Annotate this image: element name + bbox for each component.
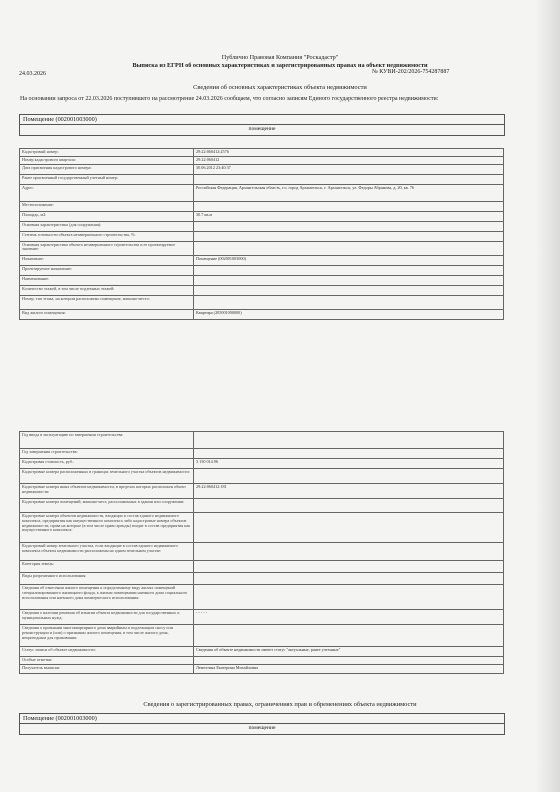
row-value [194,469,504,484]
registered-object-sub: помещение [248,725,276,731]
row-value: Лемехтина Екатерина Михайловна [194,665,504,674]
row-label: Местоположение: [20,201,194,211]
row-label: Основная характеристика (для сооружения): [20,221,194,231]
table-row [20,174,504,184]
characteristics-table-2 [19,431,504,674]
row-value [194,499,504,513]
table-row [20,231,504,241]
row-label: Кадастровые номера иных объектов недвижимости, в пределах которых расположен объект недвижимости: [20,484,194,499]
row-value [194,231,504,241]
row-label: Количество этажей, в том числе подземных этажей: [20,285,194,295]
table-row [20,585,504,610]
table-row [20,573,504,585]
table-row [20,625,504,647]
row-label: Ранее присвоенный государственный учетный номер: [20,174,194,184]
row-value [194,573,504,585]
row-label: Категория земель: [20,561,194,573]
registered-object-box [19,713,505,735]
row-label: Кадастровые номера расположенных в границах земельного участка объектов недвижимости: [20,469,194,484]
table-row [20,221,504,231]
row-value: - - - - - [194,610,504,625]
table-row [20,665,504,674]
row-value: Сведения об объекте недвижимости имеют статус "актуальные, ранее учтенные" [194,647,504,657]
row-value [194,625,504,647]
row-label: Сведения об отнесении жилого помещения к определенному виду жилых помещений специализированного жилищного фонда, к жилым помещениям наемного дома социального использования или наемного дома коммерческого использования: [20,585,194,610]
row-label: Кадастровые номера помещений, машино-мест, расположенных в здании или сооружении: [20,499,194,513]
row-label: Вид жилого помещения: [20,309,194,319]
table-row [20,201,504,211]
row-value: Квартира (205001000000) [194,309,504,319]
table-row [20,164,504,174]
row-label: Кадастровая стоимость, руб.: [20,459,194,469]
row-value: 29:22:060412 [194,156,504,164]
table-row [20,275,504,285]
table-row [20,265,504,275]
row-label: Статус записи об объекте недвижимости: [20,647,194,657]
row-value [194,449,504,459]
characteristics-table-1 [19,148,504,320]
table-row [20,561,504,573]
scan-edge-shadow [536,0,560,792]
row-label: Получатель выписки: [20,665,194,674]
row-value [194,174,504,184]
table-row [20,255,504,265]
section-title: Сведения об основных характеристиках объекта недвижимости [193,84,367,91]
table-row [20,295,504,309]
table-row [20,484,504,499]
row-label: Кадастровый номер: [20,149,194,157]
row-label: Номер, тип этажа, на котором расположено помещение, машино-место: [20,295,194,309]
row-value [194,432,504,449]
row-value: Российская Федерация, Архангельская область, г.о. город Архангельск, г. Архангельск, ул. Федоры Абрамова, д. 20, кв. 76 [194,184,504,201]
row-label: Год завершения строительства: [20,449,194,459]
table-row [20,432,504,449]
row-label: Назначение: [20,255,194,265]
row-value [194,275,504,285]
row-label: Сведения о признании многоквартирного дома аварийным и подлежащим сносу или реконструкции и (или) о признании жилого помещения, в том числе жилого дома, непригодным для проживания: [20,625,194,647]
row-label: Степень готовности объекта незавершенного строительства, %: [20,231,194,241]
row-value: 3 150 014.96 [194,459,504,469]
row-label: Площадь, м2: [20,211,194,221]
row-label: Кадастровый номер земельного участка, если входящие в состав единого недвижимого комплекса объекты недвижимости расположены на одном земельном участке: [20,543,194,561]
row-label: Особые отметки: [20,657,194,665]
row-label: Адрес: [20,184,194,201]
row-value [194,513,504,543]
row-label: Виды разрешенного использования: [20,573,194,585]
row-value: 30.7 кв.м [194,211,504,221]
table-row [20,184,504,201]
row-value [194,543,504,561]
table-row [20,241,504,255]
table-row [20,309,504,319]
document-number: № КУВИ-202/2026-754287887 [372,69,450,75]
row-value [194,295,504,309]
registered-object-label: Помещение (002001003000) [23,715,97,722]
row-value [194,285,504,295]
table-row [20,499,504,513]
row-value [194,585,504,610]
document-title: Выписка из ЕГРН об основных характеристиках и зарегистрированных правах на объект недвижимости [132,62,428,69]
row-value [194,265,504,275]
issuer-name: Публично Правовая Компания "Роскадастр" [221,54,339,61]
object-sub-label: помещение [248,126,276,132]
row-value: 29:22:060412:181 [194,484,504,499]
document-date: 24.03.2026 [19,71,46,77]
table-row [20,211,504,221]
table-row [20,513,504,543]
row-value [194,561,504,573]
table-row [20,285,504,295]
table-row [20,156,504,164]
row-value [194,657,504,665]
row-label: Наименование: [20,275,194,285]
table-row [20,610,504,625]
table-row [20,149,504,157]
registered-rights-title: Сведения о зарегистрированных правах, ограничениях прав и обременениях объекта недвижимости [143,701,417,708]
row-label: Основная характеристика объекта незавершенного строительства и ее проектируемое значение: [20,241,194,255]
table-row [20,657,504,665]
row-value [194,201,504,211]
table-row [20,647,504,657]
row-value: 30.06.2012 23:40:37 [194,164,504,174]
row-label: Кадастровые номера объектов недвижимости, входящих в состав единого недвижимого комплекса, предприятия как имущественного комплекса либо кадастровые номера объектов недвижимости, права на которые (в том числе право аренды) входят в состав предприятия как имущественного комплекса: [20,513,194,543]
row-label: Проектируемое назначение: [20,265,194,275]
row-value: Помещение (002001003000) [194,255,504,265]
object-type-label: Помещение (002001003000) [23,116,97,123]
row-label: Номер кадастрового квартала: [20,156,194,164]
row-value [194,241,504,255]
row-label: Сведения о наличии решения об изъятии объекта недвижимости для государственных и муниципальных нужд: [20,610,194,625]
table-row [20,543,504,561]
row-value [194,221,504,231]
row-value: 29:22:060412:2576 [194,149,504,157]
row-label: Год ввода в эксплуатацию по завершении строительства: [20,432,194,449]
table-row [20,469,504,484]
intro-text: На основании запроса от 22.03.2026 поступившего на рассмотрение 24.03.2026 сообщаем, что согласно записям Единого государственного реестра недвижимости: [20,96,439,102]
row-label: Дата присвоения кадастрового номера: [20,164,194,174]
table-row [20,449,504,459]
object-type-box [19,114,505,136]
table-row [20,459,504,469]
